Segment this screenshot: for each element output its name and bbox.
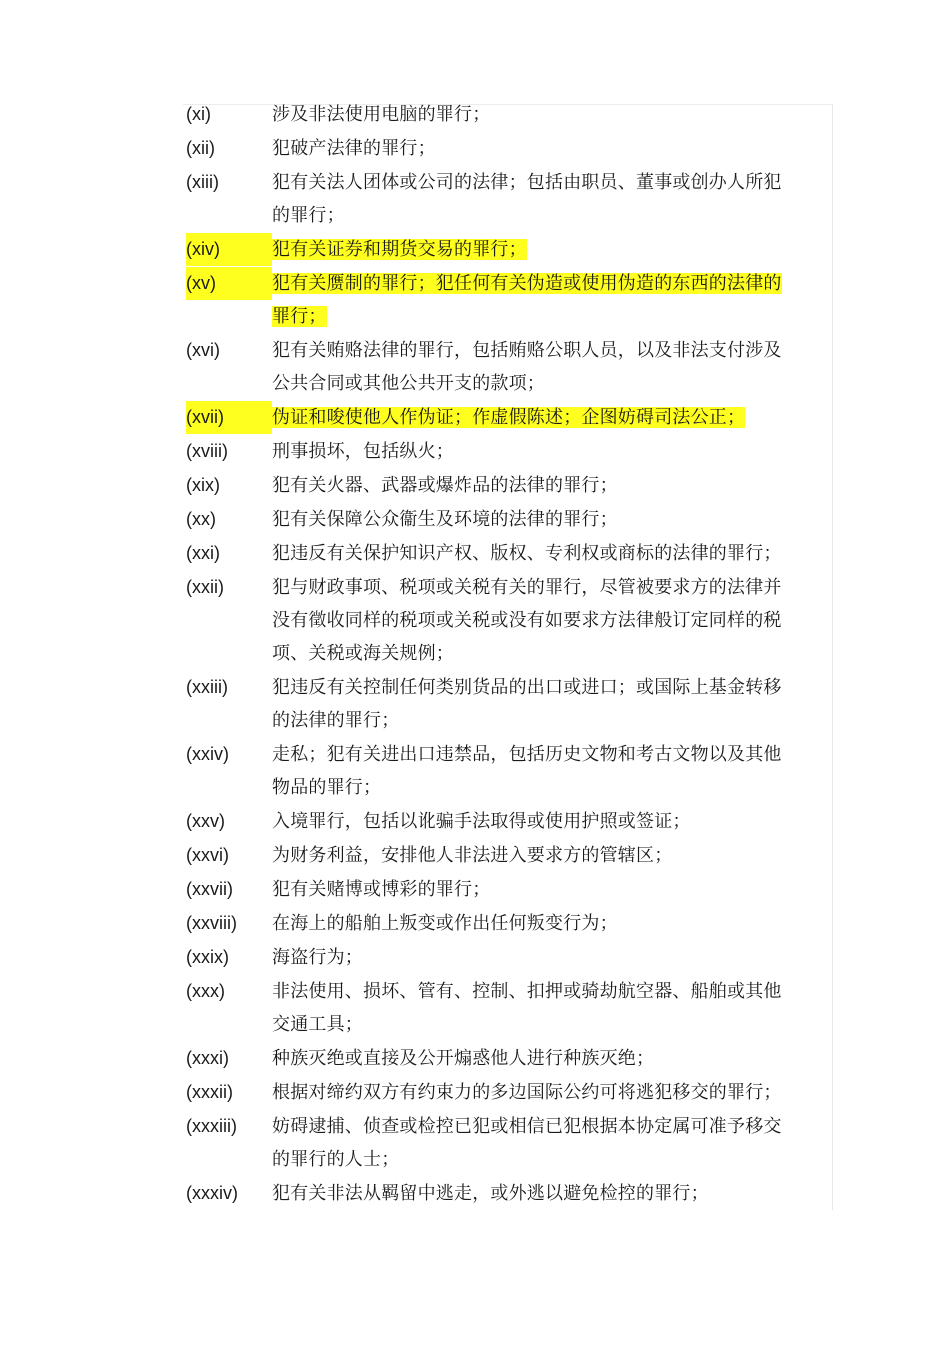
clause-xxxi xyxy=(186,1042,826,1075)
clause-number: (xv) xyxy=(186,267,272,300)
clause-xxxiv xyxy=(186,1177,826,1210)
page-frame-right-border xyxy=(832,104,833,1210)
clause-xxvii xyxy=(186,873,826,906)
clause-number: (xxxiii) xyxy=(186,1116,237,1136)
clause-xxi xyxy=(186,537,826,570)
clause-xvi xyxy=(186,334,826,400)
clause-text-wrapper xyxy=(272,401,792,434)
clause-xxxii xyxy=(186,1076,826,1109)
clause-xxviii xyxy=(186,907,826,940)
clause-xv xyxy=(186,267,826,333)
clause-number: (xiii) xyxy=(186,172,219,192)
clause-number: (xxii) xyxy=(186,577,224,597)
clause-text: 种族灭绝或直接及公开煽惑他人进行种族灭绝； xyxy=(272,1048,655,1069)
clause-number: (xxx) xyxy=(186,981,225,1001)
clause-text: 妨碍逮捕、侦查或检控已犯或相信已犯根据本协定属可准予移交的罪行的人士； xyxy=(272,1116,782,1170)
clause-text: 犯有关贿赂法律的罪行，包括贿赂公职人员，以及非法支付涉及公共合同或其他公共开支的款项； xyxy=(272,340,782,394)
clause-text: 在海上的船舶上叛变或作出任何叛变行为； xyxy=(272,913,618,934)
clause-text: 犯违反有关控制任何类别货品的出口或进口；或国际上基金转移的法律的罪行； xyxy=(272,677,782,731)
clause-number: (xi) xyxy=(186,104,211,124)
clause-number: (xxv) xyxy=(186,811,225,831)
clause-text: 刑事损坏，包括纵火； xyxy=(272,441,454,462)
clause-text: 犯有关法人团体或公司的法律；包括由职员、董事或创办人所犯的罪行； xyxy=(272,172,782,226)
clause-xi xyxy=(186,98,826,131)
clause-number: (xix) xyxy=(186,475,220,495)
clause-text: 非法使用、损坏、管有、控制、扣押或骑劫航空器、船舶或其他交通工具； xyxy=(272,981,782,1035)
clause-xiii xyxy=(186,166,826,232)
clause-number: (xviii) xyxy=(186,441,228,461)
clause-number: (xxiii) xyxy=(186,677,228,697)
clause-xii xyxy=(186,132,826,165)
clause-text: 犯与财政事项、税项或关税有关的罪行，尽管被要求方的法律并没有徵收同样的税项或关税或没有如要求方法律般订定同样的税项、关税或海关规例； xyxy=(272,577,782,664)
highlighted-clause-text: 伪证和唆使他人作伪证；作虚假陈述；企图妨碍司法公正； xyxy=(272,407,746,428)
clause-number: (xvii) xyxy=(186,401,272,434)
clause-xx xyxy=(186,503,826,536)
clause-xviii xyxy=(186,435,826,468)
clause-list xyxy=(186,98,826,1211)
clause-number: (xxvii) xyxy=(186,879,233,899)
clause-number: (xii) xyxy=(186,138,215,158)
clause-text: 海盗行为； xyxy=(272,947,363,968)
clause-text: 犯有关保障公众衞生及环境的法律的罪行； xyxy=(272,509,618,530)
clause-number: (xxi) xyxy=(186,543,220,563)
clause-text-wrapper xyxy=(272,267,792,333)
clause-xxvi xyxy=(186,839,826,872)
clause-text: 犯破产法律的罪行； xyxy=(272,138,436,159)
clause-number: (xxvi) xyxy=(186,845,229,865)
clause-number: (xiv) xyxy=(186,233,272,266)
clause-xvii xyxy=(186,401,826,434)
clause-number: (xvi) xyxy=(186,340,220,360)
clause-xxii xyxy=(186,571,826,670)
clause-number: (xxxi) xyxy=(186,1048,229,1068)
clause-text: 根据对缔约双方有约束力的多边国际公约可将逃犯移交的罪行； xyxy=(272,1082,782,1103)
highlighted-clause-text: 犯有关证券和期货交易的罪行； xyxy=(272,239,527,260)
clause-xxiii xyxy=(186,671,826,737)
clause-text: 犯有关非法从羁留中逃走，或外逃以避免检控的罪行； xyxy=(272,1183,709,1204)
clause-number: (xxix) xyxy=(186,947,229,967)
clause-text: 为财务利益，安排他人非法进入要求方的管辖区； xyxy=(272,845,673,866)
clause-number: (xx) xyxy=(186,509,216,529)
clause-text: 入境罪行，包括以讹骗手法取得或使用护照或签证； xyxy=(272,811,691,832)
clause-text: 走私；犯有关进出口违禁品，包括历史文物和考古文物以及其他物品的罪行； xyxy=(272,744,782,798)
clause-xix xyxy=(186,469,826,502)
highlighted-clause-text: 犯有关赝制的罪行；犯任何有关伪造或使用伪造的东西的法律的罪行； xyxy=(272,273,782,327)
clause-xxx xyxy=(186,975,826,1041)
clause-xxix xyxy=(186,941,826,974)
clause-number: (xxxiv) xyxy=(186,1183,238,1203)
clause-text: 犯违反有关保护知识产权、版权、专利权或商标的法律的罪行； xyxy=(272,543,782,564)
clause-text-wrapper xyxy=(272,233,792,266)
clause-number: (xxiv) xyxy=(186,744,229,764)
clause-xiv xyxy=(186,233,826,266)
clause-number: (xxviii) xyxy=(186,913,237,933)
clause-xxv xyxy=(186,805,826,838)
clause-text: 犯有关赌博或博彩的罪行； xyxy=(272,879,491,900)
clause-xxxiii xyxy=(186,1110,826,1176)
clause-text: 涉及非法使用电脑的罪行； xyxy=(272,104,491,125)
clause-xxiv xyxy=(186,738,826,804)
clause-number: (xxxii) xyxy=(186,1082,233,1102)
clause-text: 犯有关火器、武器或爆炸品的法律的罪行； xyxy=(272,475,618,496)
